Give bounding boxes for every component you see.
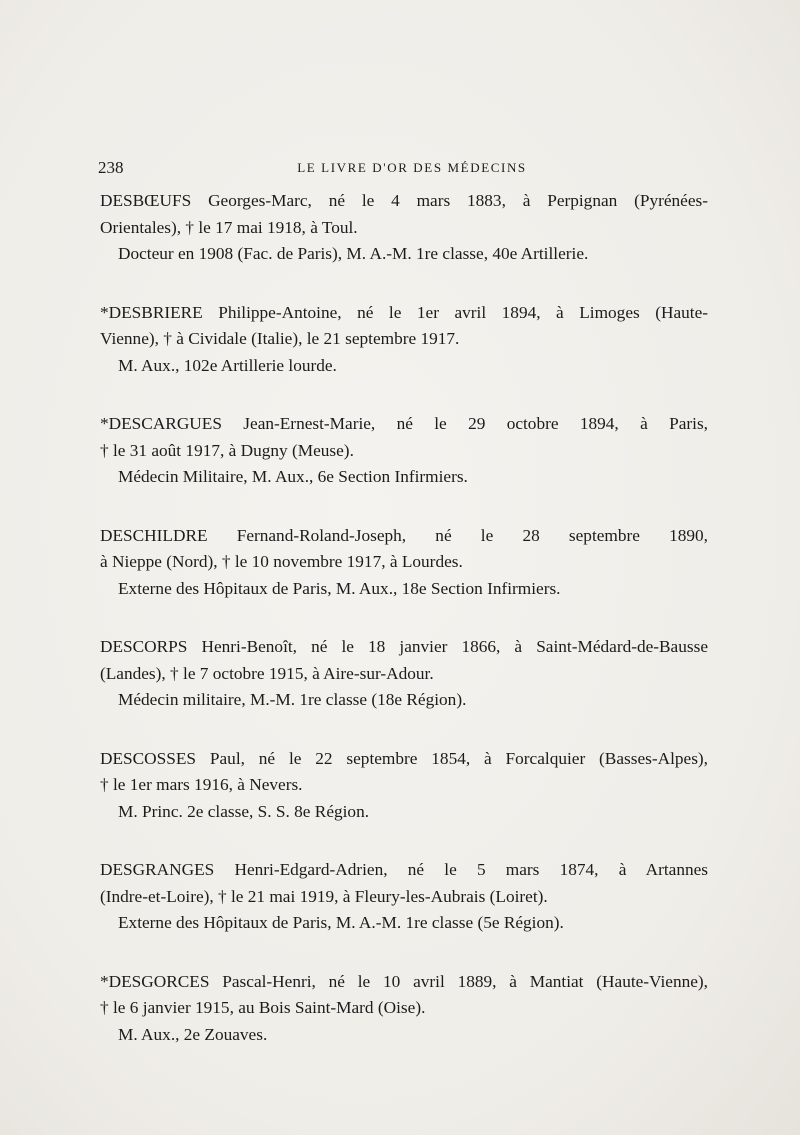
entry-bio-line-2: † le 1er mars 1916, à Nevers. [100,775,303,794]
page-header [98,158,710,182]
entry-deschildre [100,523,708,603]
entry-bio-line-2: Orientales), † le 17 mai 1918, à Toul. [100,217,358,237]
entry-bio-line-2: (Landes), † le 7 octobre 1915, à Aire-sur-Adour. [100,663,434,683]
page-number: 238 [98,158,124,177]
entry-bio-line-2: † le 6 janvier 1915, au Bois Saint-Mard (Oise). [100,998,426,1017]
entry-descargues [100,411,708,491]
entry-bio-line-1: *DESGORCES Pascal-Henri, né le 10 avril 1889, à Mantiat (Haute-Vienne), [100,971,708,991]
entry-bio-line-1: DESCHILDRE Fernand-Roland-Joseph, né le 28 septembre 1890, [100,525,708,545]
entry-career: M. Princ. 2e classe, S. S. 8e Région. [118,801,370,821]
entry-career: M. Aux., 2e Zouaves. [118,1024,268,1044]
entry-desgranges [100,857,708,937]
entry-bio-line-2: (Indre-et-Loire), † le 21 mai 1919, à Fleury-les-Aubrais (Loiret). [100,886,548,906]
entry-career: Docteur en 1908 (Fac. de Paris), M. A.-M. 1re classe, 40e Artillerie. [118,244,589,263]
entry-bio-line-2: † le 31 août 1917, à Dugny (Meuse). [100,440,354,460]
entry-career: M. Aux., 102e Artillerie lourde. [118,355,337,375]
entry-desboeufs [100,188,708,268]
entry-bio-line-1: DESGRANGES Henri-Edgard-Adrien, né le 5 mars 1874, à Artannes [100,860,708,879]
entry-career: Médecin Militaire, M. Aux., 6e Section Infirmiers. [118,467,468,486]
entry-descorps [100,634,708,714]
entry-list [100,188,708,1080]
entry-career: Médecin militaire, M.-M. 1re classe (18e Région). [118,690,467,709]
entry-bio-line-1: *DESCARGUES Jean-Ernest-Marie, né le 29 octobre 1894, à Paris, [100,414,708,433]
entry-bio-line-1: DESBŒUFS Georges-Marc, né le 4 mars 1883, à Perpignan (Pyrénées- [100,191,708,210]
entry-desbriere [100,300,708,380]
entry-bio-line-1: DESCORPS Henri-Benoît, né le 18 janvier 1866, à Saint-Médard-de-Bausse [100,637,708,656]
entry-career: Externe des Hôpitaux de Paris, M. Aux., 18e Section Infirmiers. [118,578,561,598]
entry-career: Externe des Hôpitaux de Paris, M. A.-M. 1re classe (5e Région). [118,913,564,932]
entry-bio-line-2: à Nieppe (Nord), † le 10 novembre 1917, à Lourdes. [100,552,463,571]
entry-bio-line-2: Vienne), † à Cividale (Italie), le 21 septembre 1917. [100,329,460,348]
entry-desgorces [100,969,708,1049]
entry-bio-line-1: *DESBRIERE Philippe-Antoine, né le 1er avril 1894, à Limoges (Haute- [100,302,708,322]
entry-bio-line-1: DESCOSSES Paul, né le 22 septembre 1854, à Forcalquier (Basses-Alpes), [100,748,708,768]
entry-descosses [100,746,708,826]
running-title: LE LIVRE D'OR DES MÉDECINS [297,160,527,175]
